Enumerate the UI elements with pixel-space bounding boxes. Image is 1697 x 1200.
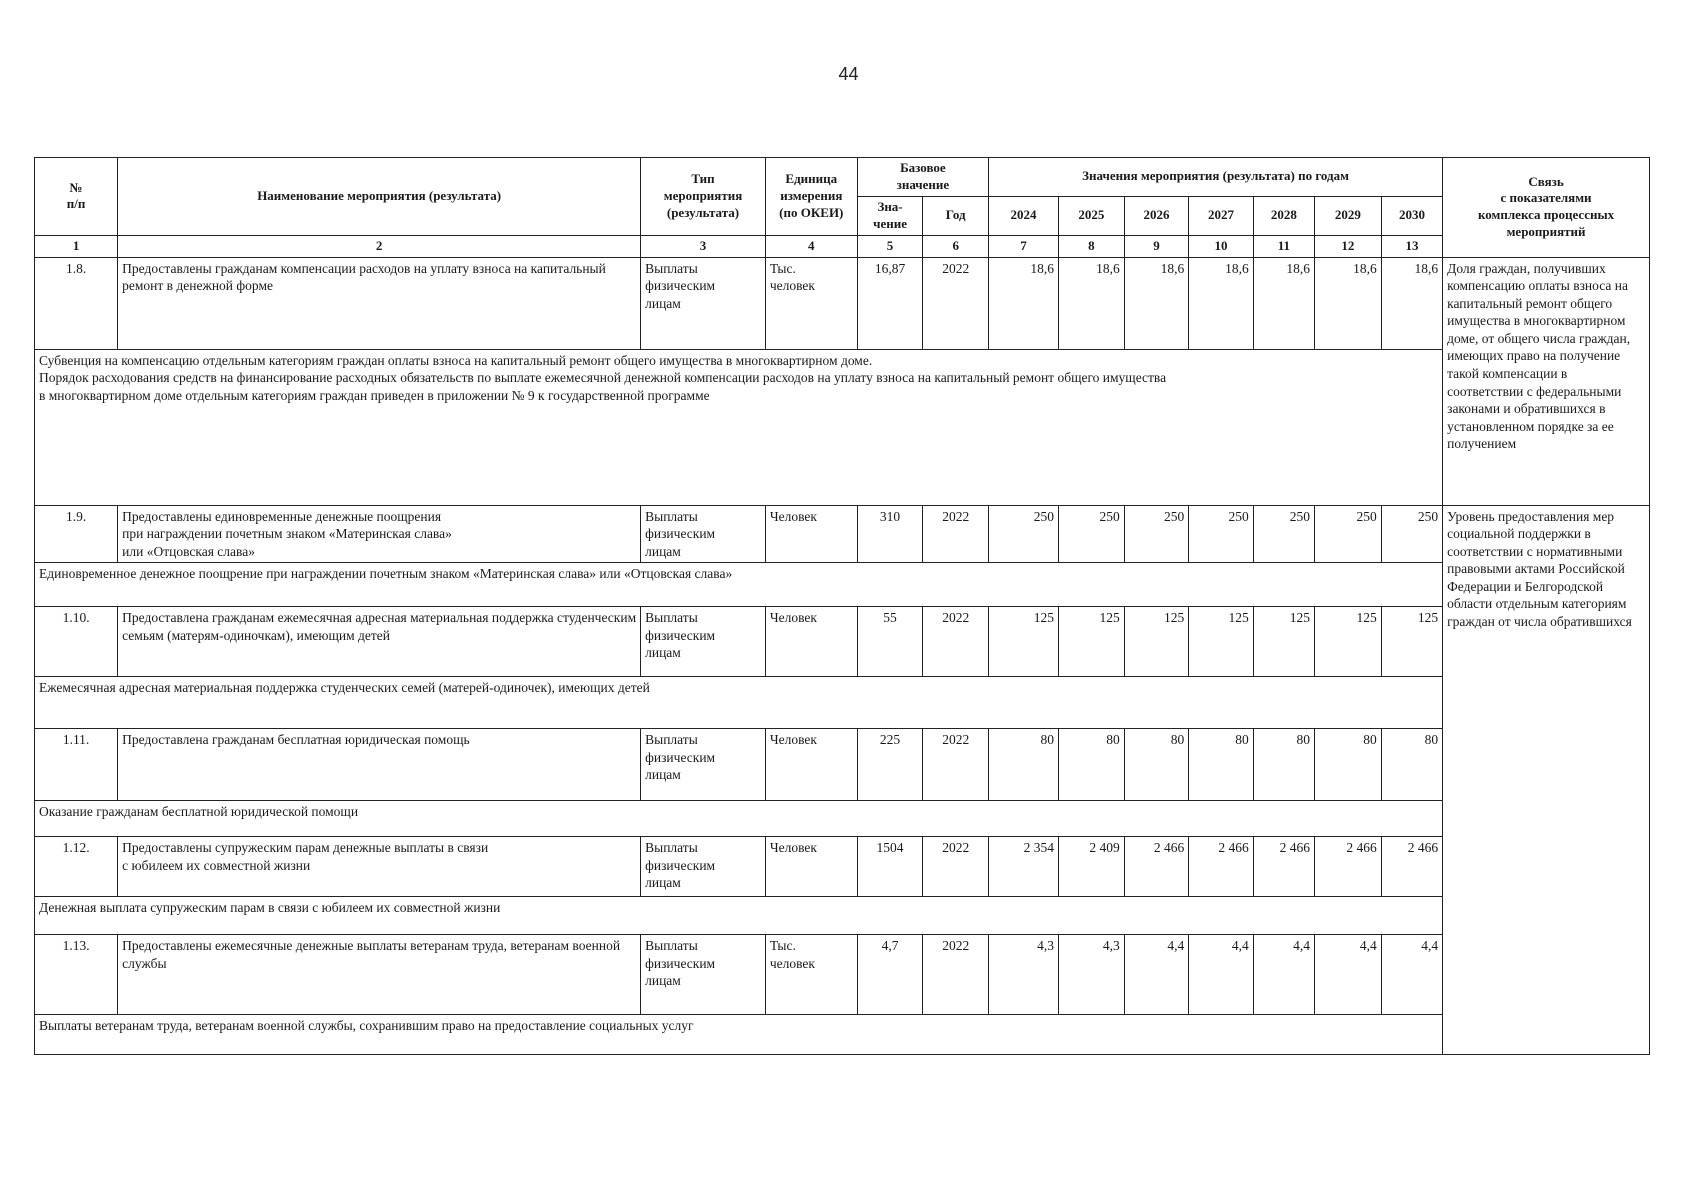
row-value: 125 [1059,607,1125,677]
row-type: Выплаты физическим лицам [641,257,766,349]
row-value: 2 409 [1059,837,1125,897]
row-value: 4,4 [1315,935,1382,1015]
column-number: 4 [765,235,857,257]
row-value: 250 [1315,505,1382,563]
row-description: Ежемесячная адресная материальная поддержка студенческих семей (матерей-одиночек), имеющих детей [35,677,1443,729]
description-row [35,677,1650,729]
row-name: Предоставлены супружеским парам денежные выплаты в связи с юбилеем их совместной жизни [118,837,641,897]
row-value: 250 [1059,505,1125,563]
row-value: 2 466 [1315,837,1382,897]
row-base-value: 4,7 [857,935,923,1015]
row-value: 4,4 [1253,935,1314,1015]
row-unit: Тыс. человек [765,935,857,1015]
row-unit: Человек [765,607,857,677]
row-description: Субвенция на компенсацию отдельным категориям граждан оплаты взноса на капитальный ремонт общего имущества в многоквартирном доме. Порядок расходования средств на финансирование расходных обязательств по выплате ежемесячной денежной компенсации расходов на уплату взноса на капитальный ремонт общего имущества в многоквартирном доме отдельным категориям граждан приведен в приложении № 9 к государственной программе [35,349,1443,505]
row-value: 2 466 [1189,837,1254,897]
row-value: 4,4 [1189,935,1254,1015]
description-row [35,897,1650,935]
column-number: 8 [1059,235,1125,257]
row-value: 125 [1315,607,1382,677]
row-base-value: 1504 [857,837,923,897]
row-number: 1.13. [35,935,118,1015]
column-number: 7 [989,235,1059,257]
row-value: 125 [1253,607,1314,677]
row-value: 80 [1253,729,1314,801]
description-row [35,349,1650,505]
header-year: 2025 [1059,196,1125,235]
row-value: 125 [1381,607,1442,677]
header-year: 2026 [1124,196,1189,235]
row-type: Выплаты физическим лицам [641,729,766,801]
table-row [35,837,1650,897]
row-description: Оказание гражданам бесплатной юридической помощи [35,801,1443,837]
header-year: 2024 [989,196,1059,235]
link-indicator: Уровень предоставления мер социальной поддержки в соответствии с нормативными правовыми актами Российской Федерации и Белгородской области отдельным категориям граждан от числа обратившихся [1443,505,1650,1055]
row-value: 4,4 [1381,935,1442,1015]
row-number: 1.12. [35,837,118,897]
row-value: 250 [1124,505,1189,563]
row-value: 80 [989,729,1059,801]
row-description: Единовременное денежное поощрение при награждении почетным знаком «Материнская слава» или «Отцовская слава» [35,563,1443,607]
row-name: Предоставлены ежемесячные денежные выплаты ветеранам труда, ветеранам военной службы [118,935,641,1015]
column-number: 9 [1124,235,1189,257]
row-value: 80 [1381,729,1442,801]
row-value: 80 [1124,729,1189,801]
row-base-value: 310 [857,505,923,563]
header-col-type: Тип мероприятия (результата) [641,158,766,236]
row-unit: Тыс. человек [765,257,857,349]
row-value: 18,6 [1059,257,1125,349]
header-year: 2028 [1253,196,1314,235]
row-description: Выплаты ветеранам труда, ветеранам военной службы, сохранившим право на предоставление социальных услуг [35,1015,1443,1055]
row-base-year: 2022 [923,505,989,563]
row-unit: Человек [765,729,857,801]
header-year: 2030 [1381,196,1442,235]
row-type: Выплаты физическим лицам [641,837,766,897]
row-value: 250 [1381,505,1442,563]
row-value: 80 [1315,729,1382,801]
header-col-no: № п/п [35,158,118,236]
row-value: 18,6 [1253,257,1314,349]
row-value: 125 [1189,607,1254,677]
row-base-value: 55 [857,607,923,677]
column-number: 13 [1381,235,1442,257]
row-unit: Человек [765,837,857,897]
description-row [35,1015,1650,1055]
header-col-base: Базовое значение [857,158,988,197]
column-number: 10 [1189,235,1254,257]
row-value: 80 [1189,729,1254,801]
header-col-name: Наименование мероприятия (результата) [118,158,641,236]
row-value: 18,6 [1315,257,1382,349]
row-value: 18,6 [1381,257,1442,349]
row-number: 1.10. [35,607,118,677]
column-number: 12 [1315,235,1382,257]
row-value: 125 [1124,607,1189,677]
row-value: 18,6 [1124,257,1189,349]
row-base-year: 2022 [923,935,989,1015]
row-value: 250 [989,505,1059,563]
header-col-link: Связь с показателями комплекса процессных мероприятий [1443,158,1650,258]
header-year: 2027 [1189,196,1254,235]
column-number: 5 [857,235,923,257]
row-value: 2 466 [1381,837,1442,897]
header-numbers-row [35,235,1650,257]
row-value: 4,3 [989,935,1059,1015]
row-value: 2 354 [989,837,1059,897]
row-type: Выплаты физическим лицам [641,505,766,563]
row-number: 1.11. [35,729,118,801]
row-type: Выплаты физическим лицам [641,607,766,677]
row-value: 125 [989,607,1059,677]
row-value: 4,4 [1124,935,1189,1015]
row-unit: Человек [765,505,857,563]
header-row-1 [35,158,1650,197]
column-number: 3 [641,235,766,257]
column-number: 2 [118,235,641,257]
column-number: 11 [1253,235,1314,257]
row-base-year: 2022 [923,607,989,677]
header-base-value: Зна- чение [857,196,923,235]
row-value: 2 466 [1253,837,1314,897]
row-value: 80 [1059,729,1125,801]
row-description: Денежная выплата супружеским парам в связи с юбилеем их совместной жизни [35,897,1443,935]
row-base-value: 16,87 [857,257,923,349]
table-row [35,729,1650,801]
row-base-year: 2022 [923,257,989,349]
row-type: Выплаты физическим лицам [641,935,766,1015]
row-number: 1.9. [35,505,118,563]
row-number: 1.8. [35,257,118,349]
column-number: 1 [35,235,118,257]
row-name: Предоставлена гражданам ежемесячная адресная материальная поддержка студенческим семьям (матерям-одиночкам), имеющим детей [118,607,641,677]
row-value: 18,6 [1189,257,1254,349]
row-value: 250 [1253,505,1314,563]
description-row [35,563,1650,607]
header-col-unit: Единица измерения (по ОКЕИ) [765,158,857,236]
table-row [35,935,1650,1015]
activities-table [34,157,1650,1055]
table-row [35,505,1650,563]
header-year: 2029 [1315,196,1382,235]
header-col-years: Значения мероприятия (результата) по годам [989,158,1443,197]
column-number: 6 [923,235,989,257]
row-value: 2 466 [1124,837,1189,897]
row-base-value: 225 [857,729,923,801]
row-value: 250 [1189,505,1254,563]
row-value: 18,6 [989,257,1059,349]
row-value: 4,3 [1059,935,1125,1015]
description-row [35,801,1650,837]
row-name: Предоставлены единовременные денежные поощрения при награждении почетным знаком «Материнская слава» или «Отцовская слава» [118,505,641,563]
row-name: Предоставлена гражданам бесплатная юридическая помощь [118,729,641,801]
page-number: 44 [838,64,859,84]
table-row [35,607,1650,677]
row-base-year: 2022 [923,729,989,801]
header-base-year: Год [923,196,989,235]
table-row [35,257,1650,349]
row-name: Предоставлены гражданам компенсации расходов на уплату взноса на капитальный ремонт в денежной форме [118,257,641,349]
link-indicator: Доля граждан, получивших компенсацию оплаты взноса на капитальный ремонт общего имущества в многоквартирном доме, от общего числа граждан, имеющих право на получение такой компенсации в соответствии с федеральными законами и обратившихся в установленном порядке за ее получением [1443,257,1650,505]
row-base-year: 2022 [923,837,989,897]
